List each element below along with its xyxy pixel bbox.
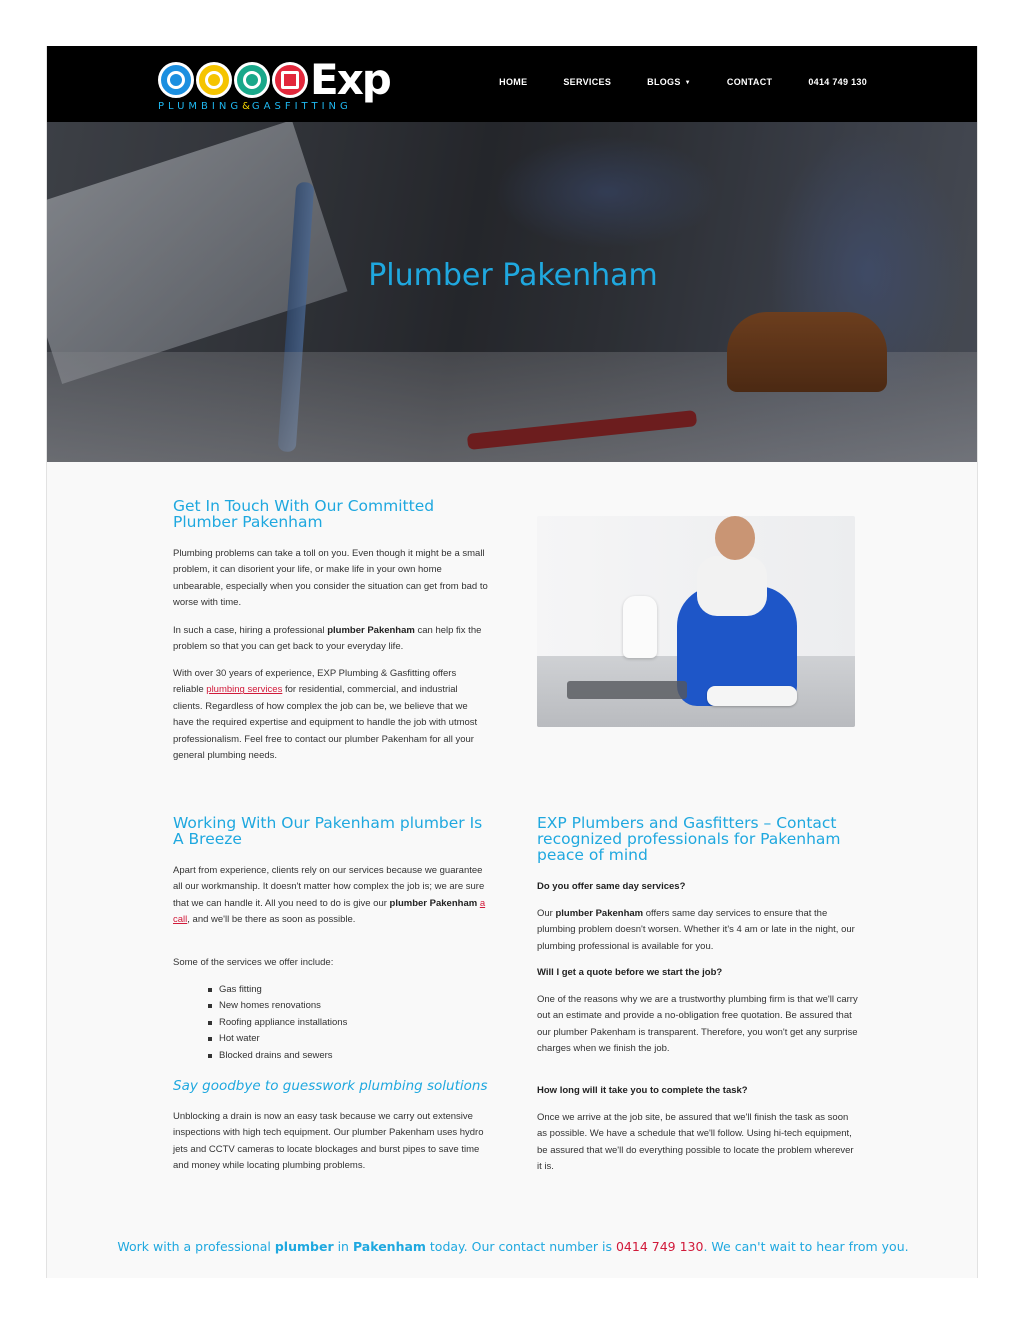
photo-toilet [623, 596, 657, 658]
faq-question-3: How long will it take you to complete the task? [537, 1085, 748, 1096]
text-bold: plumber [274, 1239, 334, 1254]
list-item: Roofing appliance installations [219, 1015, 347, 1031]
faq-answer-2: One of the reasons why we are a trustworthy plumbing firm is that we'll carry out an estimate and provide a no-obligation free quotation. Be assured that our plumber Pakenham is transparent. Therefore, you won't get any surprise charges when we finish the job. [537, 994, 858, 1055]
site-logo[interactable] [158, 55, 403, 115]
faq-question-1: Do you offer same day services? [537, 881, 686, 892]
list-item: New homes renovations [219, 998, 347, 1014]
text-run: can help fix the problem so that you can get back to your everyday life. [173, 625, 482, 653]
plumbing-services-link[interactable]: plumbing services [206, 684, 283, 696]
section1-paragraph-1: Plumbing problems can take a toll on you. Even though it might be a small problem, it can disorient your life, or make life in your own home unbearable, especially when you consider the situation can get from bad to worse with time. [173, 548, 488, 609]
cta-text [47, 1239, 978, 1255]
faq-question-2: Will I get a quote before we start the job? [537, 967, 723, 978]
text-run: Work with a professional [117, 1239, 275, 1254]
text-run: Our [537, 908, 556, 919]
site-header [47, 46, 978, 122]
logo-tagline-left: PLUMBING [158, 101, 243, 112]
pipe-icon [234, 62, 270, 98]
hero-title: Plumber Pakenham [368, 258, 658, 293]
list-item: Hot water [219, 1031, 347, 1047]
photo-tools [567, 681, 687, 699]
page-container [46, 46, 978, 1278]
nav-blogs[interactable] [647, 77, 691, 87]
text-bold: plumber Pakenham [327, 625, 415, 636]
text-bold: Pakenham [352, 1239, 426, 1254]
photo-shirt [697, 556, 767, 616]
text-run: In such a case, hiring a professional [173, 625, 328, 636]
text-run: today. Our contact number is [425, 1239, 616, 1254]
services-list [219, 982, 347, 1064]
tap-icon [158, 62, 194, 98]
nav-phone[interactable]: 0414 749 130 [808, 77, 867, 87]
photo-head [715, 516, 755, 560]
faq-answer-3: Once we arrive at the job site, be assured that we'll finish the task as soon as possible. We have a schedule that we'll follow. Using hi-tech equipment, be assured that we'll do everything possible to locate the problem wherever it is. [537, 1112, 854, 1173]
text-run: for residential, commercial, and industrial clients. Regardless of how complex the job can be, we believe that we have the required expertise and equipment to handle the job with utmost professionalism. Feel free to contact our plumber Pakenham for all your general plumbing needs. [173, 684, 478, 762]
photo-pipes [707, 686, 797, 706]
faq-answer-1 [537, 906, 859, 955]
hero-banner [47, 122, 978, 462]
section2-subheading: Say goodbye to guesswork plumbing solutions [173, 1078, 488, 1094]
nav-services[interactable]: SERVICES [563, 77, 612, 87]
plumber-photo [537, 516, 855, 727]
section1-paragraph-2 [173, 623, 489, 656]
lock-icon [196, 62, 232, 98]
logo-brand-text: Exp [310, 55, 390, 104]
logo-tagline-right: GASFITTING [251, 101, 352, 112]
text-run: . We can't wait to hear from you. [703, 1239, 909, 1254]
nav-contact[interactable]: CONTACT [726, 77, 773, 87]
section1-heading: Get In Touch With Our Committed Plumber Pakenham [173, 497, 435, 531]
list-item: Blocked drains and sewers [219, 1048, 347, 1064]
main-nav [499, 77, 867, 87]
logo-tagline-amp: & [242, 101, 252, 112]
section2-paragraph-1 [173, 863, 489, 929]
list-item: Gas fitting [219, 982, 347, 998]
nav-blogs-label: BLOGS [647, 77, 681, 87]
section2-heading: Working With Our Pakenham plumber Is A Breeze [173, 814, 483, 848]
text-run: in [333, 1239, 353, 1254]
section1-paragraph-3 [173, 666, 489, 764]
cta-phone-number[interactable]: 0414 749 130 [615, 1239, 704, 1254]
text-run: Apart from experience, clients rely on our services because we guarantee all our workmanship. It doesn't matter how complex the job is; we are sure that we can handle it. All you need to do is give our [173, 865, 485, 909]
nav-home[interactable]: HOME [499, 77, 528, 87]
text-run: With over 30 years of experience, EXP Plumbing & Gasfitting offers reliable [173, 668, 457, 696]
section3-heading: EXP Plumbers and Gasfitters – Contact recognized professionals for Pakenham peace of mind [537, 814, 841, 864]
call-link[interactable]: a call [173, 897, 486, 926]
section2-paragraph-3: Unblocking a drain is now an easy task because we carry out extensive inspections with high tech equipment. Our plumber Pakenham uses hydro jets and CCTV cameras to locate blockages and burst pipes to save time and money while locating plumbing problems. [173, 1111, 484, 1172]
house-icon [272, 62, 308, 98]
text-bold: plumber Pakenham [389, 897, 478, 909]
logo-icons [158, 62, 308, 98]
caret-down-icon: ▼ [684, 80, 691, 86]
section2-paragraph-2: Some of the services we offer include: [173, 957, 334, 968]
text-run: offers same day services to ensure that the plumbing problem doesn't worsen. Whether it's 4 am or late in the night, our plumbing professional is available for you. [537, 908, 855, 952]
logo-tagline [158, 101, 352, 112]
text-run: , and we'll be there as soon as possible. [187, 914, 356, 926]
text-bold: plumber Pakenham [555, 908, 644, 919]
